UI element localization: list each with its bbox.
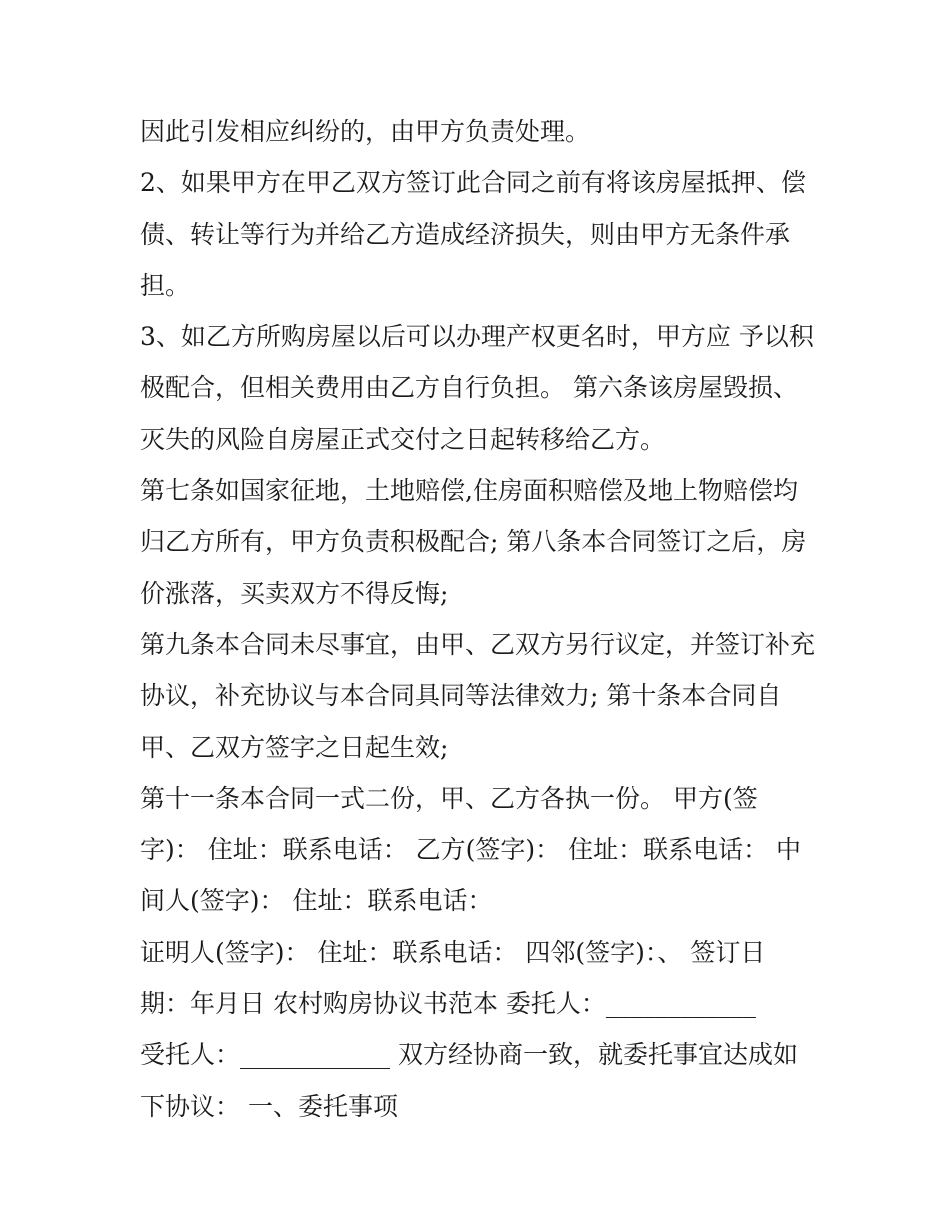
text-line: 担。 — [140, 270, 191, 300]
text-line: 归乙方所有，甲方负责积极配合; 第八条本合同签订之后，房 — [140, 527, 807, 557]
text-line: 极配合，但相关费用由乙方自行负担。 第六条该房屋毁损、 — [140, 373, 798, 403]
text-line: 协议，补充协议与本合同具同等法律效力; 第十条本合同自 — [140, 681, 782, 711]
text-line: 第七条如国家征地，土地赔偿,住房面积赔偿及地上物赔偿均 — [140, 476, 798, 506]
text-line: 下协议： 一、委托事项 — [140, 1091, 398, 1121]
text-line: 期：年月日 农村购房协议书范本 委托人：____________ — [140, 989, 756, 1019]
text-line: 受托人：____________ 双方经协商一致，就委托事宜达成如 — [140, 1040, 798, 1070]
text-line: 第九条本合同未尽事宜，由甲、乙双方另行议定，并签订补充 — [140, 629, 816, 659]
text-line: 第十一条本合同一式二份，甲、乙方各执一份。 甲方(签 — [140, 783, 758, 813]
document-body — [140, 106, 830, 1132]
text-line: 债、转让等行为并给乙方造成经济损失，则由甲方无条件承 — [140, 219, 791, 249]
text-line: 因此引发相应纠纷的，由甲方负责处理。 — [140, 117, 591, 146]
text-line: 3、如乙方所购房屋以后可以办理产权更名时，甲方应 予以积 — [140, 322, 814, 352]
text-line: 价涨落，买卖双方不得反悔; — [140, 578, 449, 608]
text-line: 间人(签字)： 住址：联系电话： — [140, 886, 493, 916]
text-line: 甲、乙双方签字之日起生效; — [140, 732, 449, 762]
text-line: 字)： 住址：联系电话： 乙方(签字)： 住址：联系电话： 中 — [140, 835, 802, 865]
text-line: 2、如果甲方在甲乙双方签订此合同之前有将该房屋抵押、偿 — [140, 168, 806, 198]
text-line: 灭失的风险自房屋正式交付之日起转移给乙方。 — [140, 424, 666, 454]
text-line: 证明人(签字)： 住址：联系电话： 四邻(签字)：、 签订日 — [140, 937, 766, 967]
